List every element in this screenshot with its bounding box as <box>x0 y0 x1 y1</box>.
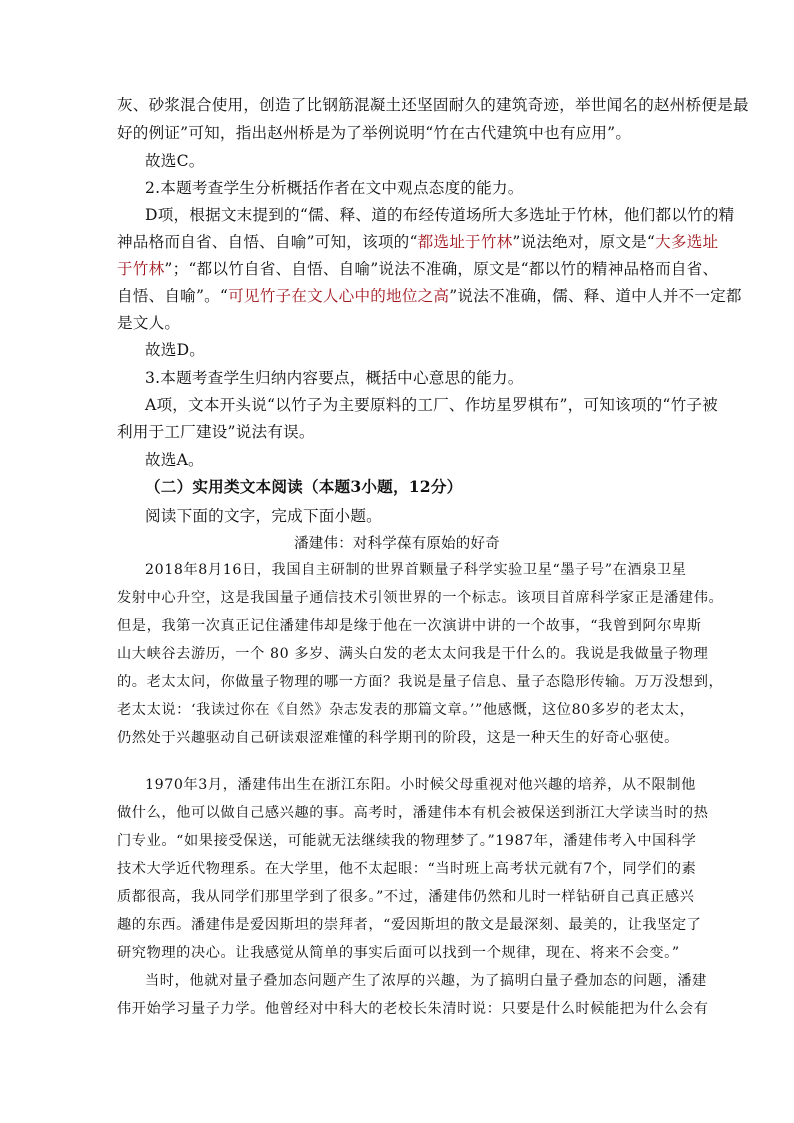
article-line: 发射中心升空，这是我国量子通信技术引领世界的一个标志。该项目首席科学家正是潘建伟。 <box>117 590 724 606</box>
article-line: 2018年8月16日，我国自主研制的世界首颗量子科学实验卫星“墨子号”在酒泉卫星 <box>145 562 687 578</box>
text-segment: ”说法不准确，儒、释、道中人并不一定都 <box>449 287 742 305</box>
text-segment: 灰、砂浆混合使用，创造了比钢筋混凝土还坚固耐久的建筑奇迹，举世闻名的赵州桥便是最 <box>117 96 749 114</box>
explanation-line <box>145 205 734 225</box>
article-line: 做什么，他可以做自己感兴趣的事。高考时，潘建伟本有机会被保送到浙江大学读当时的热 <box>117 805 709 821</box>
article-title: 潘建伟：对科学葆有原始的好奇 <box>294 536 500 552</box>
article-line: 1970年3月，潘建伟出生在浙江东阳。小时候父母重视对他兴趣的培养，从不限制他 <box>145 777 696 793</box>
text-segment: D项，根据文末提到的“儒、释、道的布经传道场所大多选址于竹林，他们都以竹的精 <box>145 206 735 224</box>
question-note <box>145 368 524 388</box>
explanation-line <box>117 259 718 279</box>
answer-line <box>145 340 205 360</box>
explanation-line <box>117 95 749 115</box>
article-line: 山大峡谷去游历，一个 80 多岁、满头白发的老太太问我是干什么的。我说是我做量子物理 <box>117 646 709 662</box>
explanation-line <box>145 395 718 415</box>
article-line: 研究物理的决心。让我感觉从简单的事实后面可以找到一个规律，现在、将来不会变。” <box>117 945 680 961</box>
text-segment: A项，文本开头说“以竹子为主要原料的工厂、作坊星罗棋布”，可知该项的“竹子被 <box>145 396 718 414</box>
text-segment: 神品格而自省、自悟、自喻”可知，该项的“ <box>117 233 418 251</box>
article-line: 伟开始学习量子力学。他曾经对中科大的老校长朱清时说：只要是什么时候能把为什么会有 <box>117 1001 709 1017</box>
section-heading: （二）实用类文本阅读（本题3小题，12分） <box>145 477 463 496</box>
text-segment: 故选A。 <box>145 451 204 469</box>
text-segment: 故选D。 <box>145 341 206 359</box>
highlighted-quote: 都选址于竹林 <box>417 233 513 251</box>
article-line: 的。老太太问，你做量子物理的哪一方面？我说是量子信息、量子态隐形传输。万万没想到， <box>117 674 724 690</box>
article-line: 但是，我第一次真正记住潘建伟却是缘于他在一次演讲中讲的一个故事，“我曾到阿尔卑斯 <box>117 618 702 634</box>
article-line: 仍然处于兴趣驱动自己研读艰涩难懂的科学期刊的阶段，这是一种天生的好奇心驱使。 <box>117 730 679 746</box>
text-segment: 自悟、自喻”。“ <box>117 287 229 305</box>
highlighted-quote: 可见竹子在文人心中的地位之高 <box>228 287 450 305</box>
article-line: 当时，他就对量子叠加态问题产生了浓厚的兴趣，为了搞明白量子叠加态的问题，潘建 <box>145 973 707 989</box>
explanation-line <box>117 123 631 143</box>
highlighted-quote: 于竹林 <box>117 260 165 278</box>
text-segment: 好的例证”可知，指出赵州桥是为了举例说明“竹在古代建筑中也有应用”。 <box>117 124 632 142</box>
reading-instruction: 阅读下面的文字，完成下面小题。 <box>145 507 382 525</box>
text-segment: ”；“都以竹自省、自悟、自喻”说法不准确，原文是“都以竹的精神品格而自省、 <box>164 260 719 278</box>
explanation-line <box>117 422 315 442</box>
explanation-line <box>117 232 718 252</box>
text-segment: 是文人。 <box>117 314 181 332</box>
explanation-line <box>117 313 180 333</box>
article-line: 门专业。“如果接受保送，可能就无法继续我的物理梦了。”1987年，潘建伟考入中国科学 <box>117 833 697 849</box>
answer-line <box>145 450 204 470</box>
highlighted-quote: 大多选址 <box>655 233 719 251</box>
article-line: 趣的东西。潘建伟是爱因斯坦的崇拜者，“爱因斯坦的散文是最深刻、最美的，让我坚定了 <box>117 917 702 933</box>
article-line: 技术大学近代物理系。在大学里，他不太起眼：“当时班上高考状元就有7个，同学们的素 <box>117 861 697 877</box>
answer-line <box>145 151 205 171</box>
text-segment: ”说法绝对，原文是“ <box>512 233 656 251</box>
article-line: 质都很高，我从同学们那里学到了很多。”不过，潘建伟仍然和儿时一样钻研自己真正感兴 <box>117 889 695 905</box>
text-segment: 2.本题考查学生分析概括作者在文中观点态度的能力。 <box>145 179 524 197</box>
explanation-line <box>117 286 742 306</box>
text-segment: 故选C。 <box>145 152 205 170</box>
article-line: 老太太说：‘我读过你在《自然》杂志发表的那篇文章。’”他感慨，这位80多岁的老太太， <box>117 702 695 718</box>
text-segment: 3.本题考查学生归纳内容要点，概括中心意思的能力。 <box>145 369 524 387</box>
question-note <box>145 178 524 198</box>
text-segment: 利用于工厂建设”说法有误。 <box>117 423 315 441</box>
